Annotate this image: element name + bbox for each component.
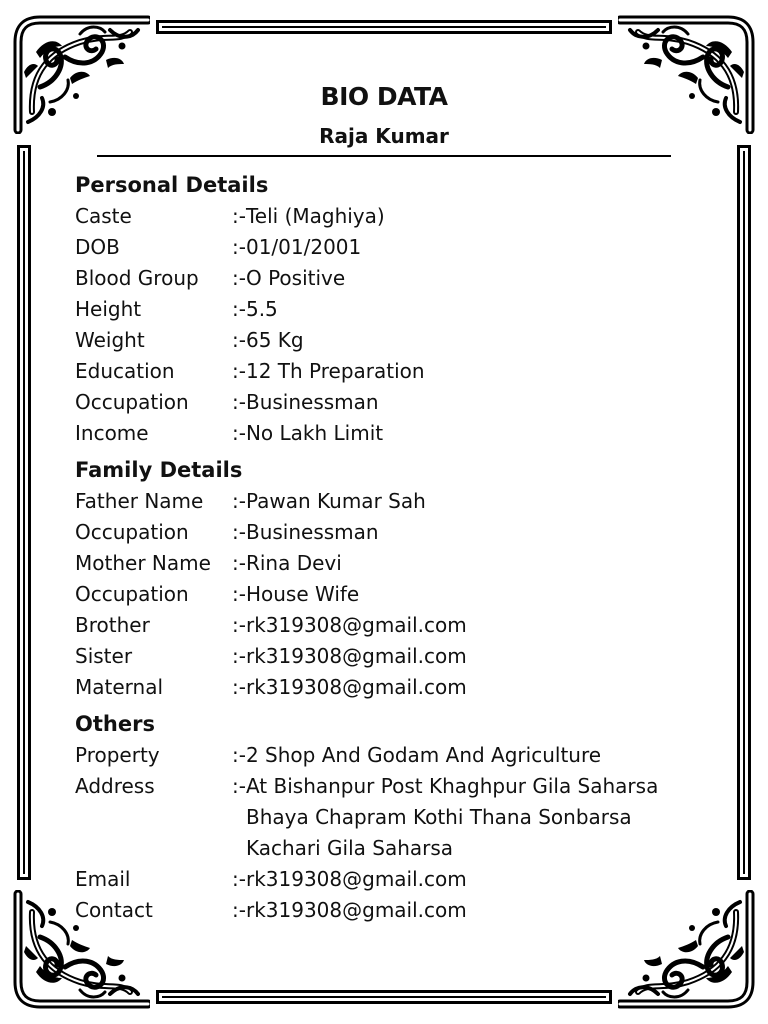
field-separator: :- <box>232 359 246 383</box>
field-separator: :- <box>232 520 246 544</box>
field-row <box>75 641 715 672</box>
floral-ornament-icon <box>10 12 150 134</box>
field-row <box>75 517 715 548</box>
biodata-content <box>75 170 715 926</box>
field-label: Brother <box>75 613 150 637</box>
field-row <box>75 294 715 325</box>
field-value: Rina Devi <box>245 551 342 575</box>
field-row <box>75 232 715 263</box>
field-value: rk319308@gmail.com <box>245 867 467 891</box>
field-value: 65 Kg <box>245 328 304 352</box>
field-label: Occupation <box>75 520 189 544</box>
field-value: 12 Th Preparation <box>245 359 425 383</box>
field-separator: :- <box>232 675 246 699</box>
field-label: Address <box>75 774 155 798</box>
field-value: rk319308@gmail.com <box>245 898 467 922</box>
field-label: Height <box>75 297 142 321</box>
person-name: Raja Kumar <box>319 124 449 148</box>
field-separator: :- <box>232 644 246 668</box>
field-value: rk319308@gmail.com <box>245 613 467 637</box>
field-separator: :- <box>232 328 246 352</box>
field-separator: :- <box>232 266 246 290</box>
address-line: Kachari Gila Saharsa <box>245 836 454 860</box>
field-label: Father Name <box>75 489 204 513</box>
field-row <box>75 263 715 294</box>
field-separator: :- <box>232 489 246 513</box>
field-separator: :- <box>232 867 246 891</box>
field-row <box>75 356 715 387</box>
field-value: No Lakh Limit <box>245 421 384 445</box>
field-row <box>75 201 715 232</box>
field-separator: :- <box>232 390 246 414</box>
field-label: Property <box>75 743 160 767</box>
field-row <box>75 325 715 356</box>
field-separator: :- <box>232 582 246 606</box>
field-label: Weight <box>75 328 145 352</box>
field-label: Maternal <box>75 675 164 699</box>
address-value <box>246 771 715 864</box>
field-separator: :- <box>232 421 246 445</box>
field-label: Blood Group <box>75 266 199 290</box>
field-separator: :- <box>232 297 246 321</box>
field-label: Income <box>75 421 149 445</box>
field-separator: :- <box>232 551 246 575</box>
field-row <box>75 610 715 641</box>
field-row <box>75 864 715 895</box>
floral-ornament-icon <box>618 12 758 134</box>
field-separator: :- <box>232 235 246 259</box>
field-value: 5.5 <box>245 297 278 321</box>
field-value: Teli (Maghiya) <box>245 204 385 228</box>
document-title: BIO DATA <box>320 82 448 111</box>
field-row <box>75 672 715 703</box>
field-row <box>75 548 715 579</box>
frame-bottom-bar <box>156 990 612 1004</box>
field-label: Occupation <box>75 390 189 414</box>
field-row <box>75 418 715 449</box>
title-divider <box>97 155 671 157</box>
field-value: House Wife <box>245 582 360 606</box>
field-label: Caste <box>75 204 132 228</box>
field-value: rk319308@gmail.com <box>245 675 467 699</box>
field-value: 2 Shop And Godam And Agriculture <box>245 743 602 767</box>
field-label: Email <box>75 867 131 891</box>
field-row <box>75 387 715 418</box>
section-heading-personal: Personal Details <box>75 173 269 197</box>
field-label: Occupation <box>75 582 189 606</box>
field-label: DOB <box>75 235 120 259</box>
field-separator: :- <box>232 898 246 922</box>
field-value: O Positive <box>245 266 346 290</box>
field-row <box>75 740 715 771</box>
section-heading-others: Others <box>75 712 155 736</box>
field-label: Sister <box>75 644 133 668</box>
field-separator: :- <box>232 613 246 637</box>
field-value: Businessman <box>245 390 379 414</box>
field-label: Education <box>75 359 175 383</box>
field-separator: :- <box>232 774 246 798</box>
field-label: Mother Name <box>75 551 211 575</box>
field-value: rk319308@gmail.com <box>245 644 467 668</box>
field-row <box>75 895 715 926</box>
field-value: Businessman <box>245 520 379 544</box>
frame-top-bar <box>156 20 612 34</box>
field-value: 01/01/2001 <box>245 235 362 259</box>
field-label: Contact <box>75 898 153 922</box>
address-line: Bhaya Chapram Kothi Thana Sonbarsa <box>245 805 632 829</box>
field-row <box>75 579 715 610</box>
field-row-address <box>75 771 715 864</box>
field-separator: :- <box>232 743 246 767</box>
address-line: At Bishanpur Post Khaghpur Gila Saharsa <box>245 774 659 798</box>
section-heading-family: Family Details <box>75 458 243 482</box>
frame-left-bar <box>17 145 31 880</box>
field-value: Pawan Kumar Sah <box>245 489 426 513</box>
field-separator: :- <box>232 204 246 228</box>
field-row <box>75 486 715 517</box>
frame-right-bar <box>737 145 751 880</box>
